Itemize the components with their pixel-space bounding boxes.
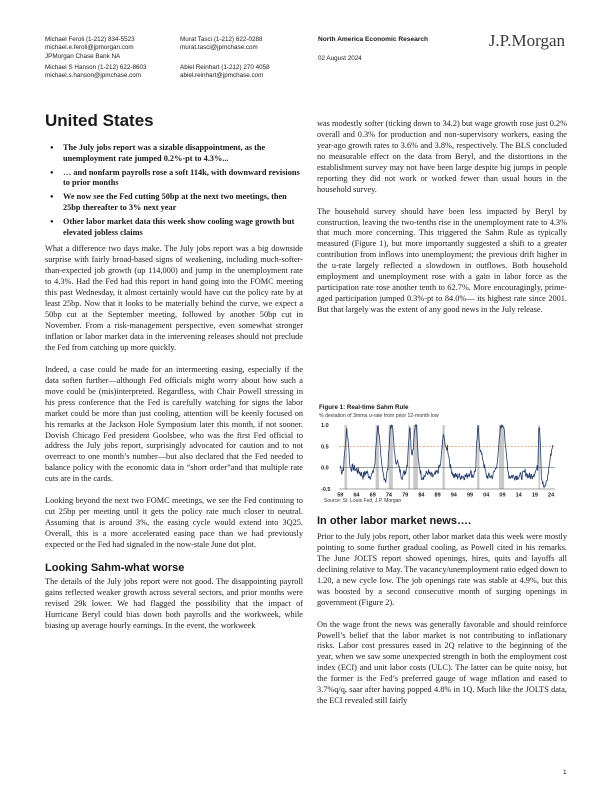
figure-1: [317, 404, 567, 508]
key-point: ● We now see the Fed cutting 50bp at the next two meetings, then 25bp thereafter to 3% next year: [45, 192, 303, 214]
x-tick-label: 19: [531, 492, 538, 499]
x-tick-label: 14: [515, 492, 522, 499]
contact-name: Michael S Hanson (1-212) 622-8603: [45, 64, 147, 71]
left-body: [45, 244, 303, 551]
figure-title: Figure 1: Real-time Sahm Rule: [319, 404, 409, 411]
x-tick-label: 74: [385, 492, 393, 499]
x-tick-label: 79: [402, 492, 409, 499]
x-tick-label: 94: [450, 492, 457, 499]
x-tick-label: 99: [466, 492, 474, 499]
x-tick-label: 59: [337, 492, 344, 499]
key-point: ● … and nonfarm payrolls rose a soft 114k, with downward revisions to prior months: [45, 168, 303, 190]
x-tick-label: 89: [434, 492, 441, 499]
section-heading-other: In other labor market news….: [317, 515, 472, 527]
contact-block-3: [45, 64, 195, 81]
figure-source: Source: St. Louis Fed, J.P. Morgan: [324, 498, 402, 504]
x-tick-label: 24: [548, 492, 555, 499]
y-tick-label: 1.0: [321, 423, 329, 429]
section-heading-sahm: Looking Sahm-what worse: [45, 561, 185, 574]
paragraph: On the wage front the news was generally favorable and should reinforce Powell’s belief that the labor market is not contributing to inflationary risks. Labor cost pressures eased in 2Q relative to the beginning of the year, when we saw some unexpected strength in both the employment cost index (ECI) and unit labor costs (ULC). The latter can be quite noisy, but the former is the Fed’s preferred gauge of wage inflation and eased to 3.7%q/q, saar after having popped 4.8% in 1Q. Much like the JOLTS data, the ECI revealed still fairly: [317, 619, 567, 706]
x-tick-label: 64: [353, 492, 360, 499]
contact-email[interactable]: michael.e.feroli@jpmorgan.com: [45, 44, 134, 52]
page-title: United States: [45, 111, 154, 130]
report-date: 02 August 2024: [318, 55, 362, 62]
contact-email[interactable]: abiel.reinhart@jpmchase.com: [180, 72, 264, 80]
contact-name: Abiel Reinhart (1-212) 270 4058: [180, 64, 270, 71]
right-body: [317, 119, 567, 316]
paragraph: Indeed, a case could be made for an intermeeting easing, especially if the data soften further—although Fed officials might worry about how such a move could be (mis)interpreted. Regardless, with Chair Powell stressing in his press conference that the Fed is carefully watching for signs the labor market could be more than just cooling, attention will be keenly focused on his remarks at the Jackson Hole Symposium later this month, if not sooner. Dovish Chicago Fed president Goolsbee, who was the first Fed official to address the July jobs report, surprisingly advocated for caution and to not overreact to one month’s number—but also declared that the Fed needed to balance policy with the economic data in “short order”and that multiple rate cuts are in the cards.: [45, 364, 303, 484]
contact-name: Michael Feroli (1-212) 834-5523: [45, 36, 135, 43]
paragraph: What a difference two days make. The July jobs report was a big downside surprise with fairly broad-based signs of weakening, including much-softer-than-expected job growth (up 114,000) and jump in the unemployment rate to 4.3%. Had the Fed had this report in hand going into the FOMC meeting this past Wednesday, it almost certainly would have cut the policy rate by at least 25bp. Now that it looks to be materially behind the curve, we expect a 50bp cut at the September meeting, followed by another 50bp cut in November. From a risk-management perspective, even somewhat stronger inflation or labor market data in the intervening releases should not preclude the Fed from catching up more quickly.: [45, 244, 303, 352]
contact-block-4: [180, 64, 310, 81]
jpmorgan-logo: J.P.Morgan: [488, 31, 565, 50]
x-tick-label: 04: [483, 492, 490, 499]
other-body: [317, 532, 567, 707]
right-column-lower: [317, 515, 567, 718]
sahm-body: [45, 577, 303, 632]
key-point: ● Other labor market data this week show cooling wage growth but elevated jobless claims: [45, 217, 303, 239]
key-point: ● The July jobs report was a sizable disappointment, as the unemployment rate jumped 0.2%-pt to 4.3%...: [45, 143, 303, 165]
x-tick-label: 84: [418, 492, 425, 499]
x-tick-label: 09: [499, 492, 506, 499]
contact-block-2: [180, 36, 310, 53]
sahm-series-line: [340, 425, 552, 487]
recession-bar: [389, 425, 393, 489]
paragraph: The household survey should have been less impacted by Beryl by construction, leaving the two-tenths rise in the unemployment rate to 4.3% that much more concerning. This triggered the Sahm Rule as typically measured (Figure 1), but more importantly suggested a shift to a greater contribution from inflows into unemployment; the previous drift higher in the u-rate largely reflected a slowdown in outflows. Both household employment and unemployment rose with a gain in labor force as the participation rate rose another tenth to 62.7%. More encouragingly, prime-aged participation jumped 0.3%-pt to 84.0%— its highest rate since 2001. But that largely was the extent of any good news in the July release.: [317, 206, 567, 315]
contact-email[interactable]: murat.tasci@jpmchase.com: [180, 44, 258, 52]
left-column: [45, 111, 303, 642]
figure-subtitle: % deviation of 3mma u-rate from prior 12-month low: [319, 413, 439, 419]
paragraph: The details of the July jobs report were not good. The disappointing payroll gains reflected weaker growth across several sectors, and prior months were revised 29k lower. We had flagged the possibility that the impact of Hurricane Beryl could bias down both payrolls and the workweek, while biasing up average hourly earnings. In the event, the workweek: [45, 576, 303, 630]
key-points-list: [45, 143, 303, 238]
contact-org: JPMorgan Chase Bank NA: [45, 52, 121, 60]
paragraph: Looking beyond the next two FOMC meetings, we see the Fed continuing to cut 25bp per meeting until it gets the policy rate much closer to neutral. Assuming that is around 3%, the easing cycle would extend into 3Q25. Overall, this is a more accelerated easing pace than we had previously expected or the Fed had signaled in the now-stale June dot plot.: [45, 496, 303, 549]
x-tick-label: 69: [369, 492, 376, 499]
sahm-rule-chart: [317, 421, 567, 501]
paragraph: was modestly softer (ticking down to 34.2) but wage growth rose just 0.2% overall and 0.3% for production and non-supervisory workers, easing the year-ago growth rates to 3.6% and 3.8%, respectively. The BLS concluded no measurable effect on the data from Beryl, and the distortions in the establishment survey may not have been large despite big jumps in people reporting they did not work or worked fewer than usual hours in the household survey.: [317, 119, 567, 194]
contact-block-1: [45, 36, 195, 61]
right-column: [317, 119, 567, 327]
section-title: North America Economic Research: [318, 36, 429, 43]
contact-email[interactable]: michael.s.hanson@jpmchase.com: [45, 72, 141, 80]
y-tick-label: 0.5: [321, 444, 329, 451]
y-tick-label: 0.0: [321, 465, 329, 472]
contact-name: Murat Tasci (1-212) 622-0288: [180, 36, 263, 43]
paragraph: Prior to the July jobs report, other labor market data this week were mostly pointing to some further gradual cooling, as Powell cited in his remarks. The June JOLTS report showed openings, hires, quits and layoffs all declining relative to May. The vacancy/unemployment ratio edged down to 1.20, a new cycle low. The job openings rate was stable at 4.9%, but this was boosted by a second consecutive month of surging openings in government (Figure 2).: [317, 532, 567, 607]
y-tick-label: -0.5: [321, 487, 331, 493]
page-number: 1: [563, 769, 567, 776]
